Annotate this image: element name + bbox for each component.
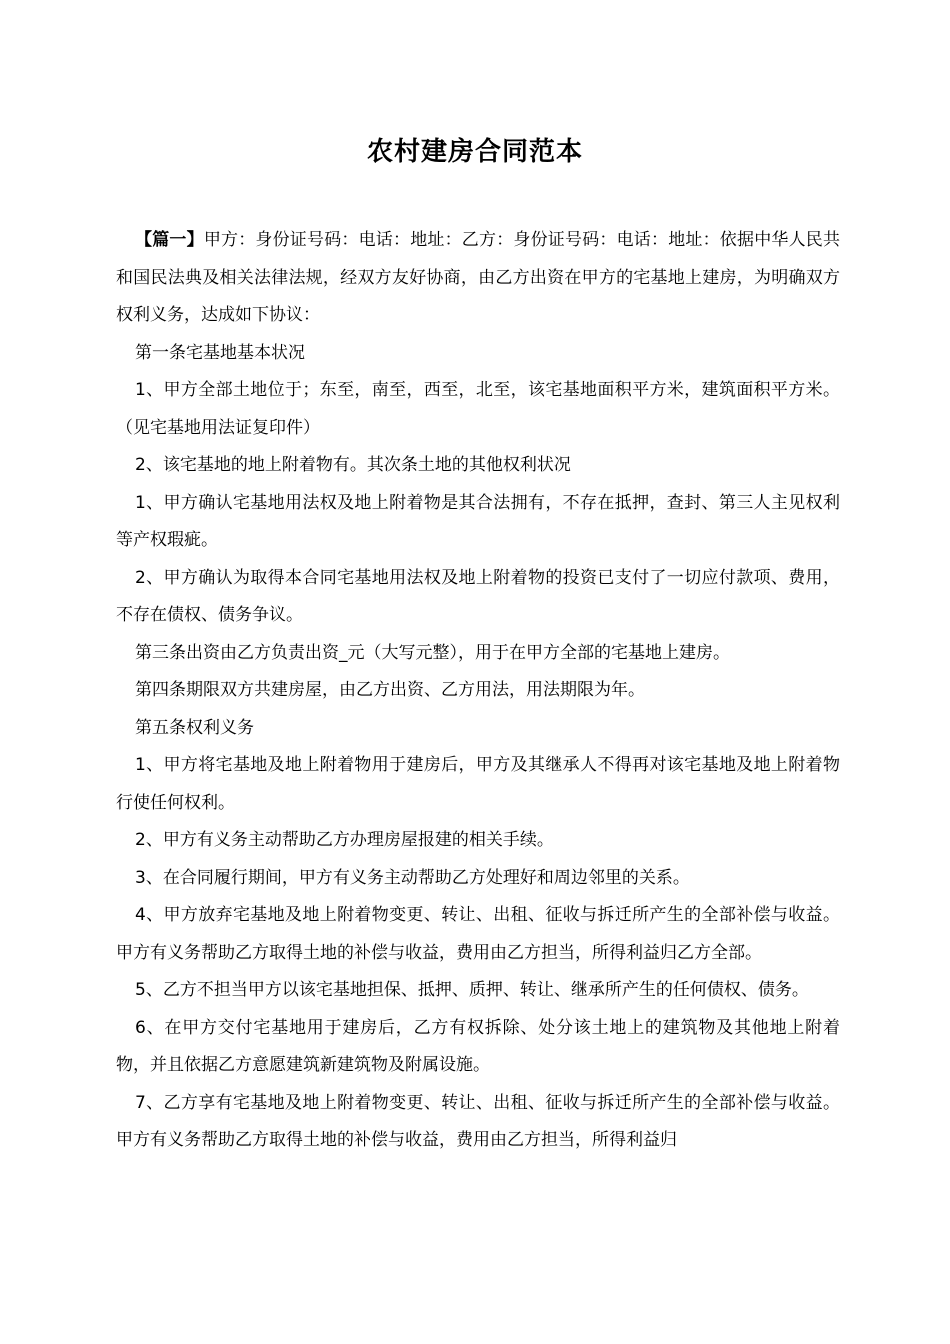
- paragraph-14: 5、乙方不担当甲方以该宅基地担保、抵押、质押、转让、继承所产生的任何债权、债务。: [135, 980, 809, 1000]
- paragraph-6: 2、甲方确认为取得本合同宅基地用法权及地上附着物的投资已支付了一切应付款项、费用，不存在债权、债务争议。: [116, 567, 840, 625]
- paragraph-10: 1、甲方将宅基地及地上附着物用于建房后，甲方及其继承人不得再对该宅基地及地上附着物行使任何权利。: [116, 755, 840, 813]
- paragraph-4: 2、该宅基地的地上附着物有。其次条土地的其他权利状况: [135, 455, 571, 475]
- paragraph-7: 第三条出资由乙方负责出资_元（大写元整），用于在甲方全部的宅基地上建房。: [135, 642, 730, 663]
- paragraph-1-text: 甲方：身份证号码：电话：地址：乙方：身份证号码：电话：地址：依据中华人民共和国民法典及相关法律法规，经双方友好协商，由乙方出资在甲方的宅基地上建房，为明确双方权利义务，达成如下协议：: [116, 230, 841, 325]
- paragraph-2: 第一条宅基地基本状况: [135, 342, 305, 363]
- intro-label: 【篇一】: [135, 230, 204, 250]
- paragraph-8: 第四条期限双方共建房屋，由乙方出资、乙方用法，用法期限为年。: [135, 680, 645, 700]
- document-body: [116, 222, 840, 1160]
- paragraph-9: 第五条权利义务: [135, 717, 254, 738]
- document-title: 农村建房合同范本: [366, 137, 583, 167]
- paragraph-1: [116, 222, 840, 335]
- paragraph-16: 7、乙方享有宅基地及地上附着物变更、转让、出租、征收与拆迁所产生的全部补偿与收益。甲方有义务帮助乙方取得土地的补偿与收益，费用由乙方担当，所得利益归: [116, 1092, 840, 1150]
- paragraph-5: 1、甲方确认宅基地用法权及地上附着物是其合法拥有，不存在抵押，查封、第三人主见权利等产权瑕疵。: [116, 492, 840, 550]
- paragraph-12: 3、在合同履行期间，甲方有义务主动帮助乙方处理好和周边邻里的关系。: [135, 867, 690, 888]
- paragraph-13: 4、甲方放弃宅基地及地上附着物变更、转让、出租、征收与拆迁所产生的全部补偿与收益。甲方有义务帮助乙方取得土地的补偿与收益，费用由乙方担当，所得利益归乙方全部。: [116, 905, 840, 963]
- paragraph-11: 2、甲方有义务主动帮助乙方办理房屋报建的相关手续。: [135, 830, 554, 850]
- paragraph-15: 6、在甲方交付宅基地用于建房后，乙方有权拆除、处分该土地上的建筑物及其他地上附着物，并且依据乙方意愿建筑新建筑物及附属设施。: [116, 1017, 840, 1075]
- paragraph-3: 1、甲方全部土地位于；东至，南至，西至，北至，该宅基地面积平方米，建筑面积平方米。（见宅基地用法证复印件）: [116, 380, 840, 438]
